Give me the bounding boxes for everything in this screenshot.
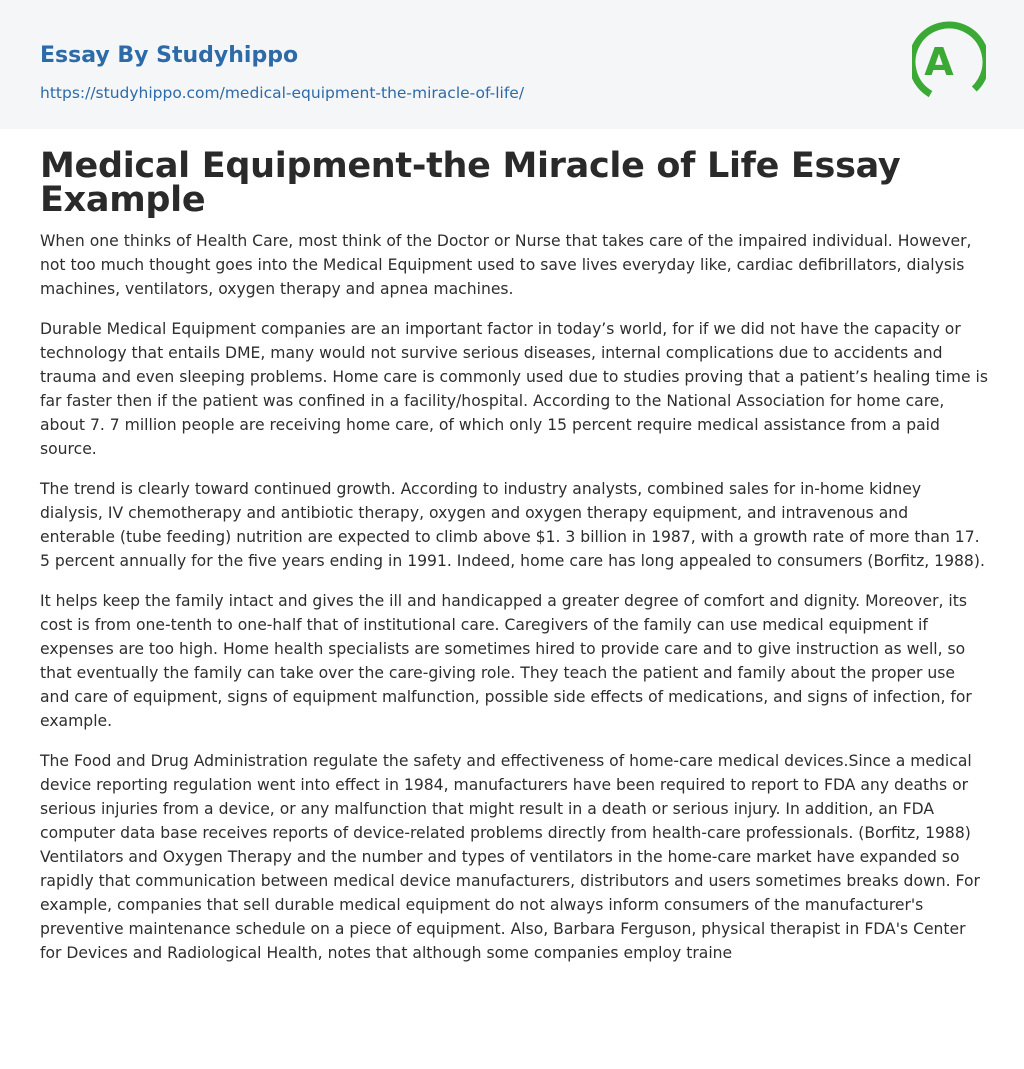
site-header [0, 0, 1024, 129]
logo-letter: A [924, 40, 954, 84]
site-brand[interactable]: Essay By Studyhippo [40, 43, 299, 68]
essay-paragraph: The trend is clearly toward continued growth. According to industry analysts, combined sales for in-home kidney dialysis, IV chemotherapy and antibiotic therapy, oxygen and oxygen therapy equipment, and intravenous and enterable (tube feeding) nutrition are expected to climb above $1. 3 billion in 1987, with a growth rate of more than 17. 5 percent annually for the five years ending in 1991. Indeed, home care has long appealed to consumers (Borfitz, 1988). [40, 480, 985, 570]
essay-paragraph: The Food and Drug Administration regulate the safety and effectiveness of home-care medical devices.Since a medical device reporting regulation went into effect in 1984, manufacturers have been required to report to FDA any deaths or serious injuries from a device, or any malfunction that might result in a death or serious injury. In addition, an FDA computer data base receives reports of device-related problems directly from health-care professionals. (Borfitz, 1988) Ventilators and Oxygen Therapy and the number and types of ventilators in the home-care market have expanded so rapidly that communication between medical device manufacturers, distributors and users sometimes breaks down. For example, companies that sell durable medical equipment do not always inform consumers of the manufacturer's preventive maintenance schedule on a piece of equipment. Also, Barbara Ferguson, physical therapist in FDA's Center for Devices and Radiological Health, notes that although some companies employ traine [40, 752, 980, 962]
essay-paragraph: When one thinks of Health Care, most think of the Doctor or Nurse that takes care of the impaired individual. However, not too much thought goes into the Medical Equipment used to save lives everyday like, cardiac defibrillators, dialysis machines, ventilators, oxygen therapy and apnea machines. [40, 232, 972, 298]
essay-content [0, 129, 1024, 965]
essay-paragraph: Durable Medical Equipment companies are an important factor in today’s world, for if we did not have the capacity or technology that entails DME, many would not survive serious diseases, internal complications due to accidents and trauma and even sleeping problems. Home care is commonly used due to studies proving that a patient’s healing time is far faster then if the patient was confined in a facility/hospital. According to the National Association for home care, about 7. 7 million people are receiving home care, of which only 15 percent require medical assistance from a paid source. [40, 320, 988, 458]
logo-a-icon [912, 19, 986, 105]
essay-paragraph: It helps keep the family intact and gives the ill and handicapped a greater degree of comfort and dignity. Moreover, its cost is from one-tenth to one-half that of institutional care. Caregivers of the family can use medical equipment if expenses are too high. Home health specialists are sometimes hired to provide care and to give instruction as well, so that eventually the family can take over the care-giving role. They teach the patient and family about the proper use and care of equipment, signs of equipment malfunction, possible side effects of medications, and signs of infection, for example. [40, 592, 972, 730]
essay-url-link[interactable]: https://studyhippo.com/medical-equipment-the-miracle-of-life/ [40, 84, 525, 102]
essay-title: Medical Equipment-the Miracle of Life Essay Example [40, 146, 901, 220]
studyhippo-logo[interactable] [912, 19, 986, 105]
